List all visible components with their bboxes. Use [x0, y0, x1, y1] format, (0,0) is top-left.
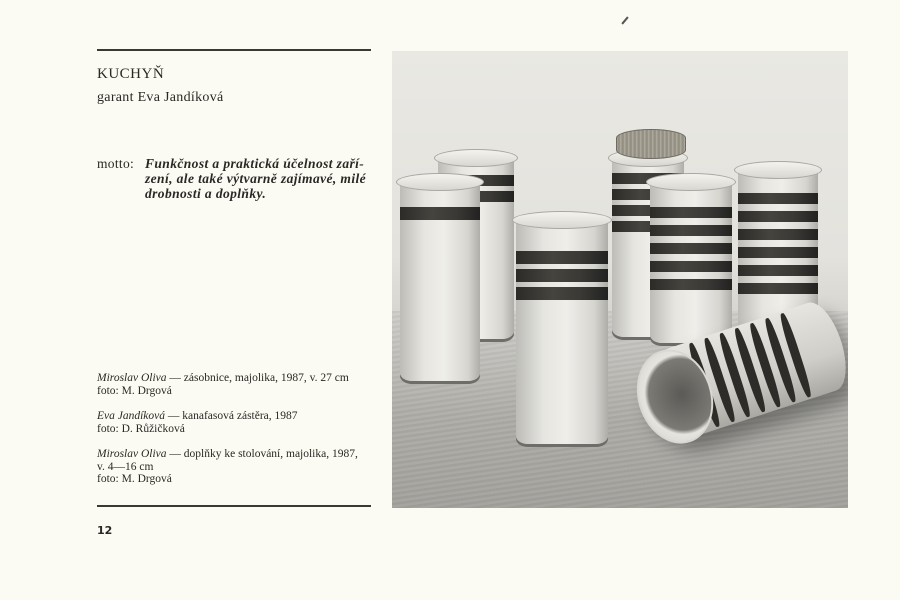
caption-photo-credit: foto: D. Růžičková	[97, 422, 185, 435]
caption-item	[97, 410, 377, 435]
top-rule	[97, 49, 371, 51]
caption-description: — doplňky ke stolování, majolika, 1987,	[166, 448, 358, 460]
page-number: 12	[97, 524, 113, 537]
cork-lid	[616, 129, 686, 159]
caption-main-line	[97, 448, 377, 461]
motto-block	[97, 156, 373, 201]
caption-description: — kanafasová zástěra, 1987	[165, 410, 298, 422]
caption-item	[97, 448, 377, 486]
stray-ink-mark	[621, 16, 628, 24]
motto-line: zení, ale také výtvarně zajímavé, milé	[145, 171, 367, 186]
motto-label: motto:	[97, 156, 135, 171]
jar-middle-right	[650, 181, 732, 343]
motto-text	[145, 156, 373, 201]
caption-author: Miroslav Oliva	[97, 372, 167, 384]
jar-front-left	[400, 181, 480, 381]
caption-description: — zásobnice, majolika, 1987, v. 27 cm	[166, 372, 349, 384]
product-photograph	[392, 51, 848, 508]
caption-item	[97, 372, 377, 397]
section-guarantor: garant Eva Jandíková	[97, 90, 224, 105]
caption-photo-credit: foto: M. Drgová	[97, 384, 172, 397]
photo-captions	[97, 372, 377, 499]
motto-line: Funkčnost a praktická účelnost zaří-	[145, 156, 365, 171]
section-title: KUCHYŇ	[97, 66, 165, 82]
caption-main-line	[97, 372, 377, 385]
caption-continuation: v. 4—16 cm	[97, 460, 154, 473]
caption-main-line	[97, 410, 377, 423]
jar-center-front	[516, 219, 608, 444]
caption-author: Eva Jandíková	[97, 410, 166, 422]
bottom-rule	[97, 505, 371, 507]
caption-author: Miroslav Oliva	[97, 448, 167, 460]
motto-line: drobnosti a doplňky.	[145, 186, 267, 201]
caption-photo-credit: foto: M. Drgová	[97, 473, 172, 485]
